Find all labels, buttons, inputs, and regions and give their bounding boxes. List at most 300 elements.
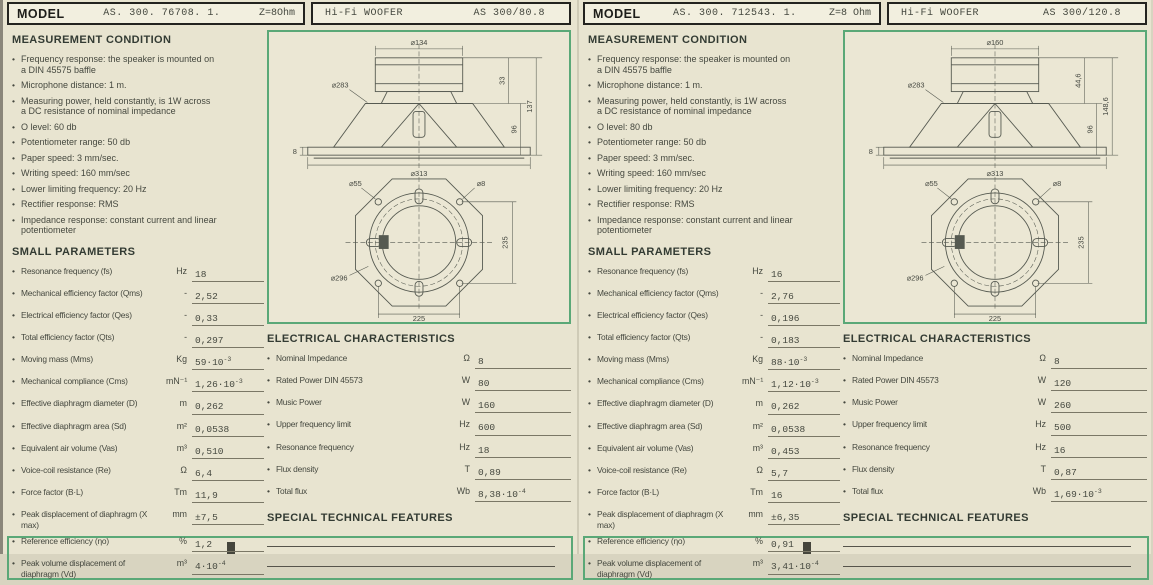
parameter-unit: % — [179, 536, 187, 547]
parameter-value-number: 5,7 — [771, 468, 789, 480]
bullet-icon: • — [12, 152, 15, 163]
right-column — [267, 30, 571, 567]
bullet-icon: • — [12, 464, 15, 475]
dim-hole-diameter: ⌀8 — [1052, 178, 1062, 188]
electrical-characteristics-title: ELECTRICAL CHARACTERISTICS — [843, 333, 1032, 345]
measurement-condition-text: O level: 80 db — [597, 121, 653, 132]
electrical-value — [475, 442, 571, 458]
bullet-icon: • — [267, 463, 270, 474]
electrical-value — [475, 397, 571, 413]
electrical-value-exponent: -4 — [517, 487, 526, 495]
parameter-row — [12, 465, 264, 481]
bullet-icon: • — [588, 199, 591, 209]
bullet-icon: • — [588, 536, 591, 547]
measurement-condition-item — [12, 80, 264, 91]
parameter-value-number: 6,4 — [195, 468, 213, 480]
dim-bolt-horizontal: 225 — [988, 314, 1002, 324]
measurement-condition-item — [12, 153, 264, 164]
parameter-label: Resonance frequency (fs) — [21, 265, 113, 276]
electrical-label: Rated Power DIN 45573 — [276, 375, 363, 386]
bullet-icon: • — [588, 420, 591, 431]
dim-height-total: 148,6 — [1101, 97, 1111, 116]
parameter-value-number: 1,12·10 — [771, 379, 811, 391]
parameter-value-exponent: -4 — [810, 560, 819, 568]
parameter-label: Effective diaphragm diameter (D) — [21, 398, 138, 409]
bullet-icon: • — [588, 309, 591, 320]
measurement-condition-item — [588, 54, 840, 75]
parameter-row — [12, 509, 264, 530]
bullet-icon: • — [12, 287, 15, 298]
speaker-technical-drawing — [845, 32, 1145, 322]
technical-drawing-box — [843, 30, 1147, 324]
measurement-condition-item — [12, 54, 264, 75]
measurement-condition-title: MEASUREMENT CONDITION — [588, 34, 748, 46]
electrical-label: Nominal Impedance — [852, 353, 924, 363]
dim-frame-diameter: ⌀283 — [331, 80, 349, 90]
type-code: AS 300/80.8 — [473, 8, 545, 19]
parameter-label: Total efficiency factor (Qts) — [21, 331, 115, 342]
bullet-icon: • — [843, 441, 846, 452]
measurement-condition-text: Potentiometer range: 50 db — [21, 137, 131, 147]
electrical-unit: W — [461, 375, 470, 386]
special-technical-features-title: SPECIAL TECHNICAL FEATURES — [267, 512, 453, 525]
electrical-label: Resonance frequency — [852, 441, 930, 452]
measurement-condition-item — [588, 215, 840, 236]
electrical-row — [267, 464, 571, 480]
dim-ring-diameter: ⌀296 — [906, 273, 924, 283]
parameter-value — [768, 266, 840, 282]
parameter-label: Reference efficiency (ηo) — [597, 536, 685, 547]
parameter-value — [768, 288, 840, 304]
measurement-condition-text: Microphone distance: 1 m. — [597, 80, 703, 90]
electrical-characteristics-list — [267, 353, 571, 502]
measurement-condition-item — [12, 199, 264, 210]
special-technical-features-lines — [267, 532, 571, 567]
parameter-row — [588, 332, 840, 348]
parameter-unit: Tm — [750, 487, 763, 498]
model-label: MODEL — [593, 6, 641, 21]
dim-flange-thickness: 8 — [868, 147, 873, 157]
side-view-outline — [308, 44, 530, 171]
parameter-label: Mechanical compliance (Cms) — [597, 376, 704, 387]
bullet-icon: • — [267, 353, 270, 363]
electrical-unit: W — [1037, 397, 1046, 408]
measurement-condition-text: O level: 60 db — [21, 121, 77, 132]
measurement-condition-item — [12, 137, 264, 148]
parameter-value — [768, 487, 840, 503]
bullet-icon: • — [12, 558, 15, 569]
measurement-condition-list — [12, 54, 264, 236]
electrical-row — [843, 397, 1147, 413]
parameter-value-number: 0,262 — [771, 401, 800, 413]
small-parameters-title: SMALL PARAMETERS — [12, 245, 136, 258]
parameter-row — [588, 376, 840, 392]
parameter-row — [12, 443, 264, 459]
parameter-unit: - — [184, 331, 187, 342]
electrical-value-exponent: -3 — [1093, 487, 1102, 495]
blank-rule — [267, 532, 555, 547]
dim-ring-diameter: ⌀296 — [330, 273, 348, 283]
measurement-condition-item — [588, 96, 840, 117]
parameter-row — [12, 310, 264, 326]
measurement-condition-item — [588, 168, 840, 179]
bullet-icon: • — [12, 121, 15, 132]
model-impedance: Z=8 Ohm — [828, 8, 871, 19]
parameter-unit: m³ — [176, 442, 187, 453]
electrical-value-number: 260 — [1054, 400, 1072, 412]
parameter-value — [768, 354, 840, 370]
parameter-row — [12, 398, 264, 414]
measurement-condition-item — [588, 122, 840, 133]
measurement-condition-item — [588, 184, 840, 195]
parameter-label: Moving mass (Mms) — [597, 354, 669, 365]
parameter-value — [768, 443, 840, 459]
parameter-row — [588, 288, 840, 304]
bullet-icon: • — [12, 199, 15, 209]
parameter-value-number: 0,453 — [771, 445, 800, 457]
small-parameters-list — [588, 266, 840, 580]
bullet-icon: • — [267, 485, 270, 496]
parameter-row — [12, 332, 264, 348]
parameter-value-number: 16 — [771, 268, 783, 280]
electrical-row — [267, 442, 571, 458]
electrical-unit: T — [464, 463, 470, 474]
measurement-condition-text: Writing speed: 160 mm/sec — [597, 168, 706, 178]
parameter-label: Effective diaphragm area (Sd) — [597, 420, 703, 431]
type-code: AS 300/120.8 — [1042, 8, 1121, 19]
parameter-unit: m³ — [176, 558, 187, 569]
parameter-value-number: 1,26·10 — [195, 379, 235, 391]
bullet-icon: • — [588, 95, 591, 106]
electrical-unit: Ω — [463, 353, 470, 363]
electrical-label: Upper frequency limit — [276, 419, 351, 430]
parameter-value-number: 88·10 — [771, 357, 800, 369]
dim-magnet-diameter: ⌀160 — [986, 37, 1004, 47]
blank-rule — [843, 532, 1131, 547]
parameter-value-exponent: -3 — [223, 356, 232, 364]
parameter-unit: m² — [176, 420, 187, 431]
parameter-value-number: 3,41·10 — [771, 561, 811, 573]
electrical-value-number: 1,69·10 — [1054, 489, 1094, 501]
measurement-condition-item — [588, 80, 840, 91]
bullet-icon: • — [12, 183, 15, 194]
parameter-row — [12, 354, 264, 370]
model-number: AS. 300. 712543. 1. — [673, 8, 797, 19]
parameter-value — [192, 421, 264, 437]
measurement-condition-text: Paper speed: 3 mm/sec. — [597, 152, 695, 163]
electrical-value — [1051, 419, 1147, 435]
bullet-icon: • — [843, 353, 846, 363]
bullet-icon: • — [12, 214, 15, 225]
measurement-condition-text: Measuring power, held constantly, is 1W across a DC resistance of nominal impedance — [21, 95, 211, 116]
parameter-row — [12, 376, 264, 392]
parameter-value — [192, 310, 264, 326]
parameter-label: Force factor (B·L) — [597, 487, 660, 498]
electrical-value-number: 8 — [1054, 356, 1060, 368]
bullet-icon: • — [588, 376, 591, 387]
parameter-row — [588, 398, 840, 414]
electrical-label: Music Power — [852, 397, 898, 408]
front-view-dimensions — [925, 188, 1092, 318]
electrical-row — [843, 464, 1147, 480]
electrical-value-number: 160 — [478, 400, 496, 412]
parameter-label: Resonance frequency (fs) — [597, 265, 689, 276]
electrical-value-number: 0,87 — [1054, 466, 1077, 478]
parameter-value — [192, 266, 264, 282]
bullet-icon: • — [588, 287, 591, 298]
dim-overall-diameter: ⌀313 — [410, 169, 428, 179]
electrical-label: Flux density — [852, 463, 895, 474]
bullet-icon: • — [12, 509, 15, 520]
parameter-row — [588, 509, 840, 530]
dim-frame-diameter: ⌀283 — [907, 80, 925, 90]
measurement-condition-text: Frequency response: the speaker is mounted on a DIN 45575 baffle — [597, 54, 791, 75]
parameter-unit: - — [760, 309, 763, 320]
electrical-label: Resonance frequency — [276, 441, 354, 452]
electrical-label: Rated Power DIN 45573 — [852, 375, 939, 386]
parameter-unit: m — [179, 398, 187, 409]
blank-rule — [267, 552, 555, 567]
parameter-label: Reference efficiency (ηo) — [21, 536, 109, 547]
bullet-icon: • — [843, 463, 846, 474]
parameter-label: Peak displacement of diaphragm (X max) — [21, 509, 148, 530]
measurement-condition-text: Writing speed: 160 mm/sec — [21, 168, 130, 178]
electrical-value-number: 8,38·10 — [478, 489, 518, 501]
parameter-value — [192, 536, 264, 552]
electrical-unit: Wb — [456, 485, 470, 496]
bullet-icon: • — [12, 487, 15, 498]
parameter-value-number: 16 — [771, 490, 783, 502]
type-label: Hi-Fi WOOFER — [901, 8, 980, 19]
left-column — [12, 34, 264, 585]
bullet-icon: • — [843, 485, 846, 496]
parameter-row — [588, 266, 840, 282]
parameter-label: Mechanical efficiency factor (Qms) — [21, 287, 143, 298]
electrical-characteristics-title: ELECTRICAL CHARACTERISTICS — [267, 333, 456, 345]
electrical-value — [475, 353, 571, 369]
bullet-icon: • — [267, 441, 270, 452]
parameter-row — [588, 487, 840, 503]
parameter-label: Peak volume displacement of diaphragm (Vd) — [597, 558, 701, 579]
parameter-value-number: 0,33 — [195, 312, 218, 324]
special-technical-features-title: SPECIAL TECHNICAL FEATURES — [843, 512, 1029, 525]
electrical-value-number: 600 — [478, 422, 496, 434]
measurement-condition-item — [12, 96, 264, 117]
parameter-unit: m³ — [752, 442, 763, 453]
dim-height-mid: 96 — [509, 125, 519, 134]
parameter-value — [768, 558, 840, 574]
measurement-condition-text: Measuring power, held constantly, is 1W across a DC resistance of nominal impedance — [597, 95, 787, 116]
parameter-value-number: 0,196 — [771, 312, 800, 324]
parameter-unit: mm — [748, 509, 763, 520]
parameter-value-number: 2,76 — [771, 290, 794, 302]
model-impedance: Z=8Ohm — [258, 8, 295, 19]
dim-hole-diameter: ⌀8 — [476, 178, 486, 188]
parameter-value-exponent: -3 — [234, 378, 243, 386]
electrical-value-number: 16 — [1054, 444, 1066, 456]
parameter-unit: - — [760, 331, 763, 342]
measurement-condition-text: Impedance response: constant current and linear potentiometer — [597, 214, 793, 235]
parameter-value-number: 0,0538 — [195, 423, 230, 435]
parameter-value — [768, 536, 840, 552]
bullet-icon: • — [588, 265, 591, 276]
parameter-label: Effective diaphragm diameter (D) — [597, 398, 714, 409]
electrical-value-number: 80 — [478, 378, 490, 390]
parameter-row — [12, 288, 264, 304]
measurement-condition-item — [588, 153, 840, 164]
parameter-unit: Hz — [176, 265, 187, 276]
bullet-icon: • — [12, 95, 15, 106]
parameter-row — [588, 310, 840, 326]
measurement-condition-title: MEASUREMENT CONDITION — [12, 34, 172, 46]
electrical-value — [1051, 486, 1147, 502]
bullet-icon: • — [12, 398, 15, 409]
bullet-icon: • — [12, 54, 15, 64]
parameter-value — [192, 487, 264, 503]
electrical-unit: W — [1037, 375, 1046, 386]
measurement-condition-item — [12, 184, 264, 195]
bullet-icon: • — [12, 80, 15, 90]
parameter-unit: % — [755, 536, 763, 547]
model-box — [583, 2, 881, 25]
bullet-icon: • — [12, 331, 15, 342]
dim-height-top: 44,6 — [1073, 73, 1083, 88]
parameter-value — [192, 465, 264, 481]
bullet-icon: • — [843, 419, 846, 430]
parameter-value-number: 11,9 — [195, 490, 218, 502]
parameter-value — [192, 398, 264, 414]
parameter-row — [588, 536, 840, 552]
bullet-icon: • — [267, 397, 270, 408]
parameter-unit: mN⁻¹ — [166, 376, 188, 387]
blank-rule — [843, 552, 1131, 567]
electrical-row — [843, 375, 1147, 391]
measurement-condition-text: Potentiometer range: 50 db — [597, 137, 707, 147]
parameter-value-number: 2,52 — [195, 290, 218, 302]
bullet-icon: • — [588, 331, 591, 342]
bullet-icon: • — [588, 168, 591, 178]
model-number: AS. 300. 76708. 1. — [103, 8, 221, 19]
bullet-icon: • — [588, 509, 591, 520]
electrical-row — [843, 353, 1147, 369]
parameter-value-number: ±7,5 — [195, 512, 218, 524]
parameter-value — [768, 421, 840, 437]
electrical-unit: W — [461, 397, 470, 408]
bullet-icon: • — [588, 152, 591, 163]
electrical-value-number: 500 — [1054, 422, 1072, 434]
parameter-unit: Kg — [176, 354, 187, 365]
electrical-row — [267, 397, 571, 413]
type-label: Hi-Fi WOOFER — [325, 8, 404, 19]
bullet-icon: • — [12, 309, 15, 320]
bullet-icon: • — [588, 487, 591, 498]
bullet-icon: • — [12, 354, 15, 365]
parameter-value-number: 0,0538 — [771, 423, 806, 435]
parameter-value — [768, 376, 840, 392]
parameter-unit: mm — [172, 509, 187, 520]
electrical-row — [267, 419, 571, 435]
electrical-value — [475, 464, 571, 480]
electrical-label: Flux density — [276, 463, 319, 474]
parameter-label: Electrical efficiency factor (Qes) — [597, 309, 708, 320]
parameter-value-number: 4·10 — [195, 561, 218, 573]
speaker-technical-drawing — [269, 32, 569, 322]
parameter-value — [192, 288, 264, 304]
parameter-unit: m² — [752, 420, 763, 431]
parameter-row — [12, 266, 264, 282]
measurement-condition-item — [12, 168, 264, 179]
electrical-value — [475, 486, 571, 502]
measurement-condition-text: Lower limiting frequency: 20 Hz — [21, 183, 147, 194]
electrical-unit: Hz — [1035, 441, 1046, 452]
bullet-icon: • — [12, 376, 15, 387]
side-view-outline — [884, 44, 1106, 171]
electrical-unit: Hz — [1035, 419, 1046, 430]
parameter-unit: m³ — [752, 558, 763, 569]
dim-height-total: 137 — [525, 100, 535, 113]
parameter-label: Force factor (B·L) — [21, 487, 84, 498]
electrical-row — [843, 442, 1147, 458]
parameter-value-number: 59·10 — [195, 357, 224, 369]
bullet-icon: • — [12, 442, 15, 453]
bullet-icon: • — [12, 137, 15, 147]
measurement-condition-text: Paper speed: 3 mm/sec. — [21, 152, 119, 163]
parameter-unit: Ω — [756, 464, 763, 475]
parameter-label: Total efficiency factor (Qts) — [597, 331, 691, 342]
dim-height-mid: 96 — [1085, 125, 1095, 134]
bullet-icon: • — [267, 419, 270, 430]
parameter-value — [192, 509, 264, 525]
dim-height-top: 33 — [497, 76, 507, 85]
bullet-icon: • — [588, 80, 591, 90]
parameter-row — [588, 558, 840, 579]
electrical-value-number: 120 — [1054, 378, 1072, 390]
bullet-icon: • — [588, 54, 591, 64]
parameter-unit: - — [184, 309, 187, 320]
special-technical-features-lines — [843, 532, 1147, 567]
parameter-value-number: 0,91 — [771, 539, 794, 551]
electrical-row — [267, 375, 571, 391]
parameter-value — [768, 465, 840, 481]
parameter-value-number: 1,2 — [195, 539, 213, 551]
parameter-unit: Kg — [752, 354, 763, 365]
bullet-icon: • — [588, 214, 591, 225]
parameter-value-number: 0,510 — [195, 445, 224, 457]
electrical-value — [1051, 464, 1147, 480]
parameter-value-number: 0,262 — [195, 401, 224, 413]
measurement-condition-list — [588, 54, 840, 236]
dim-bolt-horizontal: 225 — [412, 314, 426, 324]
small-parameters-title: SMALL PARAMETERS — [588, 245, 712, 258]
parameter-value — [768, 398, 840, 414]
parameter-label: Moving mass (Mms) — [21, 354, 93, 365]
electrical-row — [843, 486, 1147, 502]
parameter-label: Mechanical compliance (Cms) — [21, 376, 128, 387]
dim-bolt-vertical: 235 — [500, 236, 510, 249]
bullet-icon: • — [843, 397, 846, 408]
measurement-condition-text: Microphone distance: 1 m. — [21, 80, 127, 90]
type-box — [311, 2, 571, 25]
bullet-icon: • — [843, 375, 846, 386]
parameter-unit: - — [184, 287, 187, 298]
parameter-unit: Ω — [180, 464, 187, 475]
dim-flange-thickness: 8 — [292, 147, 297, 157]
front-view-outline — [346, 177, 493, 310]
parameter-row — [12, 558, 264, 579]
electrical-label: Nominal Impedance — [276, 353, 348, 363]
electrical-value-number: 0,89 — [478, 466, 501, 478]
parameter-label: Equivalent air volume (Vas) — [21, 442, 118, 453]
